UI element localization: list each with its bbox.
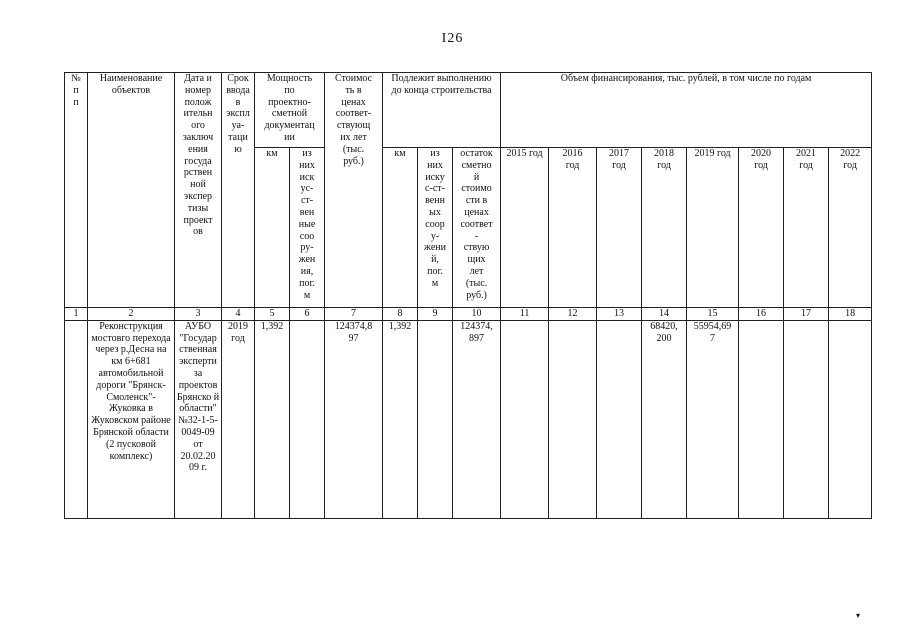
cost-value: 124374,8 97 [325,320,383,518]
column-number: 16 [739,308,784,321]
column-number: 9 [418,308,453,321]
header-year-2021: 2021 год [784,148,829,308]
header-year-2015: 2015 год [501,148,549,308]
year-2016-value [549,320,597,518]
year-2022-value [829,320,872,518]
header-capacity-struct: из них иск ус- ст- вен ные соо ру- жен ия, пог. м [290,148,325,308]
row-num [65,320,88,518]
header-year-2022: 2022 год [829,148,872,308]
year-2018-value: 68420, 200 [642,320,687,518]
header-rem-struct: из них иску с-ст- венн ых соор у- жени й, пог. м [418,148,453,308]
header-cost: Стоимос ть в ценах соответ- ствующ их лет (тыс. руб.) [325,73,383,308]
header-rem-balance: остаток сметно й стоимо сти в ценах соответ - ствую щих лет (тыс. руб.) [453,148,501,308]
column-number: 3 [175,308,222,321]
column-number: 5 [255,308,290,321]
footer-mark: ▾ [856,611,861,620]
header-rem-km: км [383,148,418,308]
header-year-2020: 2020 год [739,148,784,308]
remaining-balance-value: 124374, 897 [453,320,501,518]
header-year-2019: 2019 год [687,148,739,308]
header-capacity-km: км [255,148,290,308]
column-number: 11 [501,308,549,321]
header-year-2016: 2016 год [549,148,597,308]
column-number: 13 [597,308,642,321]
column-number: 6 [290,308,325,321]
year-2021-value [784,320,829,518]
column-number: 17 [784,308,829,321]
remaining-km-value: 1,392 [383,320,418,518]
header-name: Наименование объектов [88,73,175,308]
column-number: 2 [88,308,175,321]
header-num: № п п [65,73,88,308]
capacity-km-value: 1,392 [255,320,290,518]
column-number: 15 [687,308,739,321]
header-financing: Объем финансирования, тыс. рублей, в том числе по годам [501,73,872,148]
year-2017-value [597,320,642,518]
column-number: 14 [642,308,687,321]
object-name: Реконструкция мостовго перехода через р.Десна на км 6+681 автомобильной дороги "Брянск-Смоленск"-Жуковка в Жуковском районе Брянской области (2 пусковой комплекс) [88,320,175,518]
header-date: Дата и номер полож ительн ого заключ ения госуда рствен ной экспер тизы проект ов [175,73,222,308]
column-number: 7 [325,308,383,321]
page-number: I26 [441,31,464,46]
header-remaining: Подлежит выполнению до конца строительства [383,73,501,148]
column-number: 12 [549,308,597,321]
column-number: 8 [383,308,418,321]
header-term: Срок ввода в экспл уа- таци ю [222,73,255,308]
year-2019-value: 55954,69 7 [687,320,739,518]
column-number: 18 [829,308,872,321]
remaining-struct-value [418,320,453,518]
capacity-struct-value [290,320,325,518]
table-row [65,320,872,518]
header-row-1 [65,73,872,148]
column-number: 4 [222,308,255,321]
column-number-row [65,308,872,321]
year-2015-value [501,320,549,518]
header-year-2018: 2018 год [642,148,687,308]
financing-table [64,72,872,519]
header-year-2017: 2017 год [597,148,642,308]
commissioning-term: 2019 год [222,320,255,518]
year-2020-value [739,320,784,518]
header-capacity: Мощность по проектно- сметной документац ии [255,73,325,148]
column-number: 10 [453,308,501,321]
column-number: 1 [65,308,88,321]
expertise-certificate: АУБО "Государ ственная эксперти за проектов Брянско й области" №32-1-5-0049-09 от 20.02.20 09 г. [175,320,222,518]
